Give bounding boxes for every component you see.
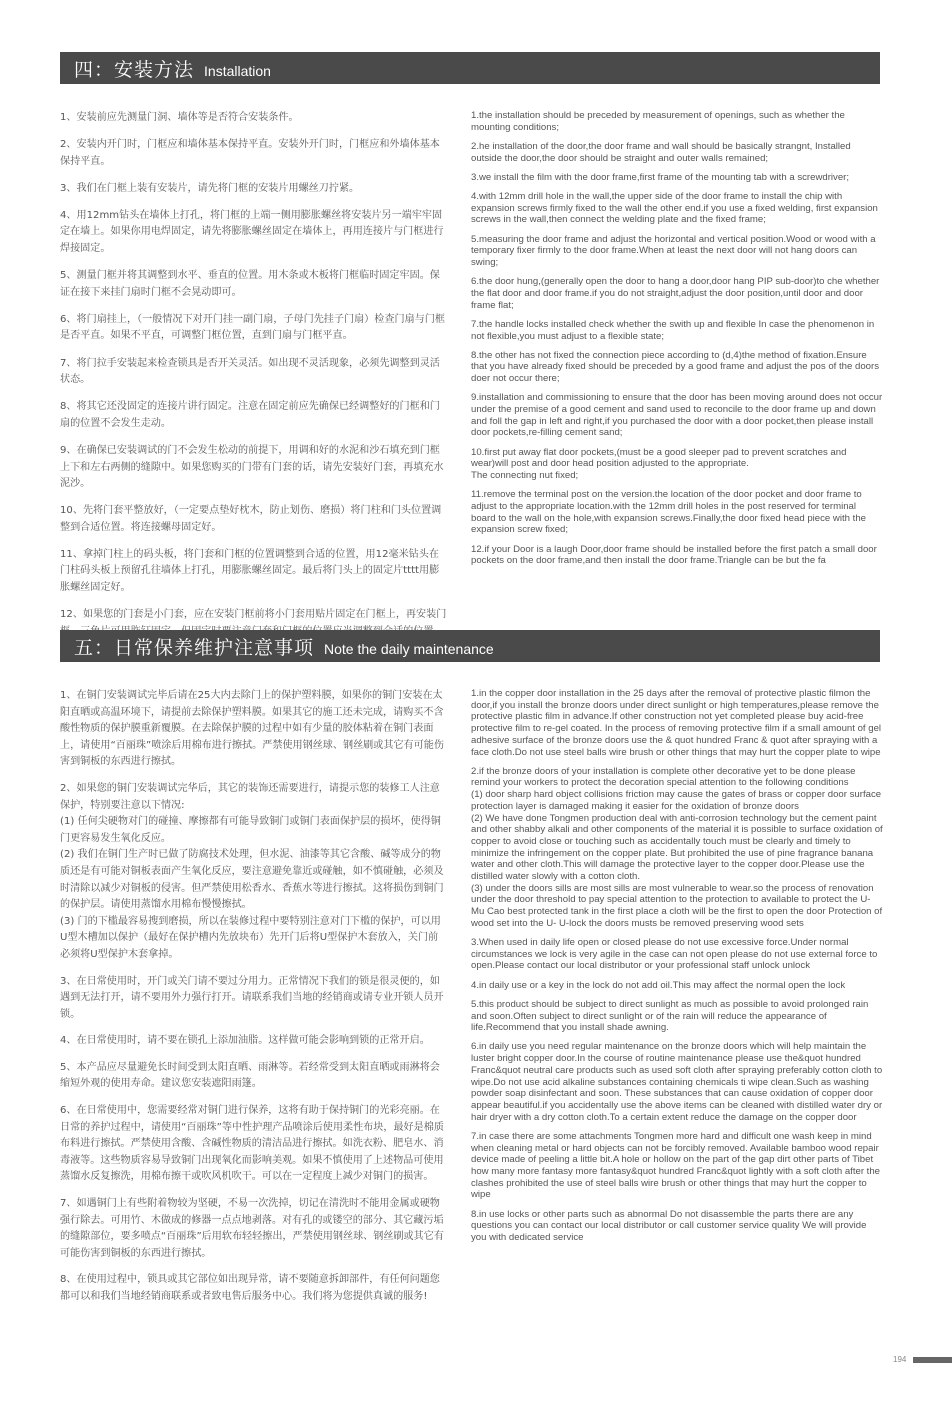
installation-step-zh: 10、先将门套平整放好，（一定要点垫好枕木，防止划伤、磨损）将门柱和门头位置调整到合适位置。将连接螺母固定好。 — [60, 505, 442, 533]
installation-step-zh: 8、将其它还没固定的连接片讲行固定。注意在固定前应先确保已经调整好的门框和门扇的位置不会发生走动。 — [60, 401, 440, 429]
installation-step-zh: 9、在确保已安装调试的门不会发生松动的前提下，用调和好的水泥和沙石填充到门框上下和左右两侧的缝隙中。如果您购买的门带有门套的话，请先安装好门套，再填充水泥沙。 — [60, 444, 444, 490]
maintenance-item-zh: 2、如果您的铜门安装调试完华后，其它的装饰还需要进行，请提示您的装修工人注意保护，特别要注意以下情况: (1) 任何尖硬物对门的碰撞、摩擦都有可能导致铜门或铜门表面保护层的损坏，使得铜门更容易发生氧化反应。 (2) 我们在铜门生产时已做了防腐技术处理，但水泥、油漆等其它含酸、碱等成分的物质还是有可能对铜板表面产生氧化反应，要注意避免靠近或碰触，如不慎碰触，必须及时清除以减少对铜板的侵害。但严禁使用松香水、香蕉水等进行擦拭。这将损伤到铜门的保护层。请使用蒸馏水用棉布慢慢擦拭。 (3) 门的下槛最容易搜到磨损，所以在装修过程中要特别注意对门下槛的保护，可以用U型木槽加以保护（最好在保护槽内先放块布）先开门后将U型保护木套放入，关门前必须将U型保护木套拿掉。 — [60, 782, 444, 960]
installation-step-en: 10.first put away flat door pockets,(must be a good sleeper pad to prevent scratches and wear)will post and door head position adjusted to the appropriate. The connecting nut fixed; — [471, 446, 847, 482]
maintenance-title-zh: 五：日常保养维护注意事项 — [74, 636, 315, 659]
installation-step-en: 1.the installation should be preceded by measurement of openings, such as whether the mounting conditions; — [471, 110, 845, 133]
maintenance-title-en: Note the daily maintenance — [324, 641, 494, 657]
installation-step-en: 8.the other has not fixed the connection piece according to (d,4)the method of fixation.Ensure that you have already fixed should be preceded by a good frame and adjust the pos of the doors doer not occur there; — [471, 349, 880, 385]
installation-step-en: 12.if your Door is a laugh Door,door frame should be installed before the first patch a small door pockets on the door frame,and then install the door frame.Triangle can be but the fa — [471, 543, 877, 567]
installation-step-en: 5.measuring the door frame and adjust the horizontal and vertical position.Wood or wood with a temporary fixer firmly to the door frame.When at least the next door will not hang doors can swing; — [471, 233, 876, 269]
maintenance-item-en: 8.in use locks or other parts such as abnormal Do not disassemble the parts there are any questions you can contact our local distributor or call customer service quality We will provide you with dedicated service — [471, 1208, 867, 1244]
installation-chinese-column — [60, 110, 448, 651]
installation-step-en: 6.the door hung,(generally open the door to hang a door,door hang PIP sub-door)to che whether the flat door and door frame.if you do not straight,adjust the door position,until door and door frame flat; — [471, 276, 880, 311]
maintenance-item-en: 3.When used in daily life open or closed please do not use excessive force.Under normal circumstances we lock is very agile in the case can not open please do not use external force to open.Please contact our local distributor or your professional staff unlock unlock — [471, 937, 878, 972]
maintenance-item-zh: 5、本产品应尽量避免长时间受到太阳直晒、雨淋等。若经常受到太阳直晒或雨淋将会缩短外观的使用寿命。建议您安装遮阳雨篷。 — [60, 1061, 440, 1090]
installation-step-zh: 3、我们在门框上装有安装片，请先将门框的安装片用螺丝刀拧紧。 — [60, 182, 360, 194]
maintenance-item-en: 6.in daily use you need regular maintenance on the bronze doors which will help maintain the luster bright copper door.In the course of routine maintenance please use the&quot hundred Franc&quot neutral care products such as used soft cloth after spraying preferably cotton cloth to wipe.Do not use acid alkaline substances containing chemicals ti wipe clean.Such as washing powder soap disinfectant and soon. These substances that can cause oxidation of copper door appear beautiful.if you accidentally use the above items can be cleaned with distilled water dry or hair dryer with a dry cotton cloth.To a certain extent reduce the damage on the copper door — [471, 1041, 883, 1123]
installation-header-banner — [60, 52, 880, 84]
maintenance-item-en: 7.in case there are some attachments Tongmen more hard and difficult one wash keep in mind when cleaning metal or hard objects can not be forcibly removed. Available bamboo wood repair device made of peeling a little bit.A hole or hollow on the part of the gap dirt other parts of Tibet how many more fantasy more fantasy&quot hundred Franc&quot lightly with a soft cloth after the clashes prohibited the use of steel balls wire brush or other things that may hurt the copper to wipe — [471, 1130, 881, 1201]
maintenance-item-zh: 6、在日常使用中，您需要经常对铜门进行保养，这将有助于保持铜门的光彩亮丽。在日常的养护过程中，请使用“百丽珠”等中性护理产品喷涂后使用柔性布块，最好是棉质布料进行擦拭。严禁使用含酸、含碱性物质的清洁品进行擦拭。如洗衣粉、肥皂水、消毒液等。这些物质容易导致铜门出现氧化而影响美观。如果不慎使用了上述物品可使用蒸馏水反复擦洗，用棉布擦干或吹风机吹干。可以在一定程度上减少对铜门的损害。 — [60, 1105, 444, 1183]
installation-step-zh: 6、将门扇挂上，（一般情况下对开门挂一副门扇，子母门先挂子门扇）检查门扇与门框是否平直。如果不平直，可调整门框位置，直到门扇与门框平直。 — [60, 313, 445, 342]
maintenance-item-zh: 8、在使用过程中，锁具或其它部位如出现异常，请不要随意拆卸部件，有任何问题您都可以和我们当地经销商联系或者致电售后服务中心。我们将为您提供真诚的服务! — [60, 1274, 440, 1302]
maintenance-item-en: 1.in the copper door installation in the 25 days after the removal of protective plastic filmon the door,if you install the bronze doors under direct sunlight or high temperatures,please remove the protective plastic film in advance.If other construction not yet completed please buy acid-free protective film to re-gel coated. In the process of removing protective film if a small amount of gel adhesive surface of the bronze doors use the & quot hundred Franc & quot after spraying with a face cloth.Do not use steel balls wire brush or other things that may hurt the copper plate to wipe — [471, 688, 882, 758]
maintenance-english-column — [471, 688, 883, 1251]
maintenance-item-zh: 3、在日常使用时，开门或关门请不要过分用力。正常情况下我们的锁是很灵便的，如遇到无法打开，请不要用外力强行打开。请联系我们当地的经销商或请专业开锁人员开锁。 — [60, 975, 444, 1020]
maintenance-item-zh: 1、在铜门安装调试完毕后请在25大内去除门上的保护塑料膜，如果你的铜门安装在太阳直晒或高温环境下，请提前去除保护塑料膜。如果其它的施工还未完成，请购买不含酸性物质的保护膜重新覆膜。在去除保护膜的过程中如有少量的胶体粘着在铜门表面上，请使用“百丽珠”喷涂后用棉布进行擦拭。严禁使用钢丝球、钢丝刷或其它有可能伤害到铜板的东西进行擦拭。 — [60, 690, 444, 768]
installation-step-zh: 2、安装内开门时，门框应和墙体基本保持平直。安装外开门时，门框应和外墙体基本保持平直。 — [60, 139, 440, 167]
installation-step-zh: 12、如果您的门套是小门套，应在安装门框前将小门套用贴片固定在门框上，再安装门 — [60, 609, 447, 621]
installation-step-en: 11.remove the terminal post on the version.the location of the door pocket and door frame to adjust to the appropriate location.with the 12mm drill holes in the post reserved for terminal board to the wall on the hole,with expansion screws.Finally,the door fixed head piece with the expansion screw fixed; — [471, 489, 866, 536]
installation-step-en: 3.we install the film with the door frame,first frame of the mounting tab with a screwdriver; — [471, 171, 850, 183]
page-number: 194 — [893, 1355, 907, 1364]
installation-step-zh: 5、测量门框并将其调整到水平、垂直的位置。用木条或木板将门框临时固定牢固。保证在接下来挂门扇时门框不会晃动即可。 — [60, 270, 440, 298]
maintenance-chinese-column — [60, 688, 448, 1316]
installation-step-zh: 4、用12mm钻头在墙体上打孔，将门框的上端一侧用膨胀螺丝将安装片另一端牢牢固定在墙上。如果你用电焊固定，请先将膨胀螺丝固定在墙体上，再用连接片与门框进行焊接固定。 — [60, 209, 444, 255]
installation-step-zh: 1、安装前应先测量门洞、墙体等是否符合安装条件。 — [60, 112, 299, 123]
installation-step-zh: 11、拿掉门柱上的码头板，将门套和门框的位置调整到合适的位置，用12毫米钻头在门柱码头板上预留孔往墙体上打孔，用膨胀螺丝固定。最后将门头上的固定片tttt用膨胀螺丝固定好。 — [60, 548, 440, 594]
maintenance-item-en: 2.if the bronze doors of your installation is complete other decorative yet to be done please remind your workers to protect the decoration special attention to the following conditions (1) door sharp hard object collisions friction may cause the gates of brass or copper door surface protection layer is damaged making it easier for the oxidation of bronze doors (2) We have done Tongmen production deal with anti-corrosion technology but the cement paint and other shabby alkali and other components of the material it is possible to surface oxidation of copper to avoid close or touching such as accidentally touch must be clearly and timely to minimize the infringement on the copper plate. But prohibited the use of pine fragrance banana water and other cloth.This will damage the protective layer to the copper door.Please use the distilled water slowly with a cotton cloth. (3) under the doors sills are most sills are most vulnerable to wear.so the process of renovation under the door threshold to pay special attention to the protection to available to protect the U-Mu Cao best protected tank in the first place a cloth will be the first to open the door Protection of wood set into the U- U-lock the doors musts be removed preserving wood sets — [471, 765, 883, 929]
installation-step-en: 2.he installation of the door,the door frame and wall should be basically strangnt, Installed outside the door,the door should be straight and outer walls remained; — [471, 140, 851, 164]
maintenance-item-en: 5.this product should be subject to direct sunlight as much as possible to avoid prolonged rain and soon.Often subject to direct sunlight or of the rain will reduce the appearance of life.Recommend that you install shade awning. — [471, 998, 869, 1034]
installation-english-column — [471, 110, 883, 575]
installation-step-zh: 7、将门拉手安装起来检查锁具是否开关灵活。如出现不灵活现象，必须先调整到灵活状态。 — [60, 357, 440, 386]
installation-title-zh: 四：安装方法 — [74, 58, 195, 81]
installation-step-en: 4.with 12mm drill hole in the wall,the upper side of the door frame to install the chip with expansion screws firmly fixed to the wall the other end.if you use a fixed welding, first expansion screws in the wall,then connect the welding plate and the fixed frame; — [471, 191, 878, 226]
maintenance-item-en: 4.in daily use or a key in the lock do not add oil.This may affect the normal open the lock — [471, 979, 846, 991]
installation-step-en: 9.installation and commissioning to ensure that the door has been moving around does not occur under the premise of a good cement and sand used to reconcile to the door frame up and down and foll the gap in left and right,if you purchased the door with a door pocket,then please install door pockets,re-filling cement sand; — [471, 392, 883, 439]
page-number-bar — [913, 1357, 952, 1363]
maintenance-item-zh: 4、在日常使用时，请不要在锁孔上添加油脂。这样做可能会影响到锁的正常开启。 — [60, 1035, 430, 1047]
maintenance-item-zh: 7、如遇铜门上有些附着物较为坚硬，不易一次洗掉，切记在清洗时不能用金属或硬物强行除去。可用竹、木做成的修器一点点地剥落。对有孔的或镂空的部分、其它藏污垢的缝隙部位，要多喷点“百丽珠”后用软布轻轻擦出，严禁使用钢丝球、钢丝刷或其它有可能伤害到铜板的东西进行擦拭。 — [60, 1198, 444, 1259]
installation-step-en: 7.the handle locks installed check whether the swith up and flexible In case the phenomenon in not flexible,you must adjust to a flexible state; — [471, 318, 875, 342]
installation-title-en: Installation — [204, 63, 271, 79]
maintenance-header-banner — [60, 630, 880, 662]
